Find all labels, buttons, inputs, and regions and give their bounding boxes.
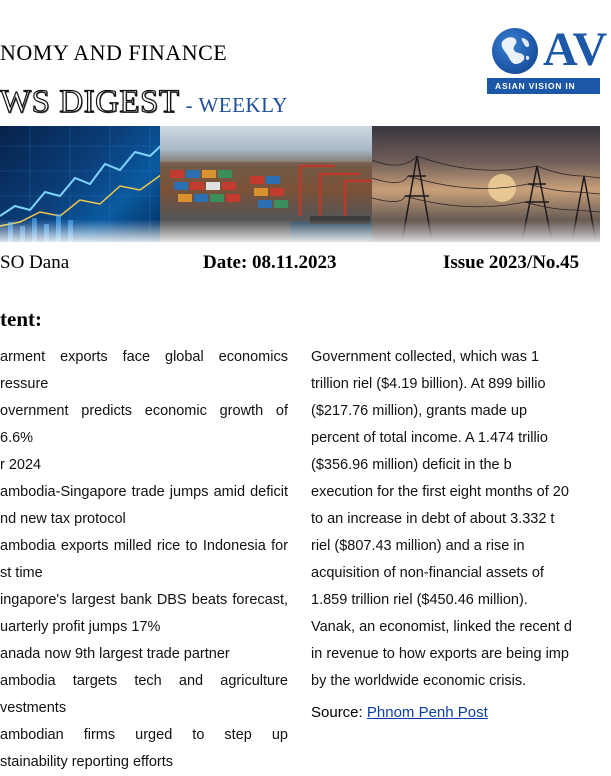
digest-title: WS DIGEST xyxy=(0,84,180,120)
article-line: percent of total income. A 1.474 trillio xyxy=(311,430,548,446)
table-of-contents xyxy=(0,344,288,776)
article-body xyxy=(311,344,611,695)
toc-item-2-line-2[interactable]: r 2024 xyxy=(0,457,42,473)
source-link[interactable]: Phnom Penh Post xyxy=(366,704,488,721)
toc-item-2-line-1[interactable]: overnment predicts economic growth of 6.6% xyxy=(0,403,288,446)
toc-item-5-line-1[interactable]: ingapore's largest bank DBS beats forecast, xyxy=(0,592,288,608)
logo-letters: AV xyxy=(543,23,609,76)
article-line: riel ($807.43 million) and a rise in xyxy=(311,538,525,554)
avi-logo xyxy=(487,23,609,98)
logo-tagline: ASIAN VISION IN xyxy=(487,78,600,94)
article-line: acquisition of non-financial assets of xyxy=(311,565,544,581)
article-line: ($356.96 million) deficit in the b xyxy=(311,457,512,473)
toc-item-4-line-2[interactable]: st time xyxy=(0,565,43,581)
toc-item-4-line-1[interactable]: ambodia exports milled rice to Indonesia for xyxy=(0,538,288,554)
article-line: execution for the first eight months of 20 xyxy=(311,484,569,500)
toc-item-8-line-2[interactable]: stainability reporting efforts xyxy=(0,754,174,770)
author: SO Dana xyxy=(0,252,70,273)
content-heading: tent: xyxy=(0,307,42,331)
toc-item-1-line-1[interactable]: arment exports face global economics xyxy=(0,349,288,365)
article-line: to an increase in debt of about 3.332 t xyxy=(311,511,555,527)
issue-number: Issue 2023/No.45 xyxy=(443,252,580,273)
issue-meta xyxy=(0,252,600,280)
article-line: Vanak, an economist, linked the recent d xyxy=(311,619,572,635)
article-line: in revenue to how exports are being imp xyxy=(311,646,569,662)
article-line: ($217.76 million), grants made up xyxy=(311,403,528,419)
weekly-label: - WEEKLY xyxy=(185,93,288,117)
banner xyxy=(0,126,600,242)
article-line: 1.859 trillion riel ($450.46 million). xyxy=(311,592,528,608)
source-line xyxy=(311,704,488,721)
globe-icon xyxy=(492,28,538,74)
toc-item-3-line-2[interactable]: nd new tax protocol xyxy=(0,511,126,527)
toc-item-8-line-1[interactable]: ambodian firms urged to step up xyxy=(0,727,288,743)
issue-date: Date: 08.11.2023 xyxy=(203,252,337,273)
toc-item-1-line-2[interactable]: ressure xyxy=(0,376,49,392)
banner-fade xyxy=(0,220,600,242)
header-digest-line xyxy=(0,84,288,121)
article-line: Government collected, which was 1 xyxy=(311,349,540,365)
toc-item-6-line-1[interactable]: anada now 9th largest trade partner xyxy=(0,646,230,662)
toc-item-3-line-1[interactable]: ambodia-Singapore trade jumps amid deficit xyxy=(0,484,288,500)
toc-item-5-line-2[interactable]: uarterly profit jumps 17% xyxy=(0,619,161,635)
article-line: trillion riel ($4.19 billion). At 899 billio xyxy=(311,376,546,392)
toc-item-7-line-1[interactable]: ambodia targets tech and agriculture xyxy=(0,673,288,689)
globe-continents xyxy=(492,28,538,74)
source-label: Source: xyxy=(311,704,363,721)
toc-item-7-line-2[interactable]: vestments xyxy=(0,700,67,716)
article-line: by the worldwide economic crisis. xyxy=(311,673,527,689)
header-section-title: NOMY AND FINANCE xyxy=(0,40,228,65)
